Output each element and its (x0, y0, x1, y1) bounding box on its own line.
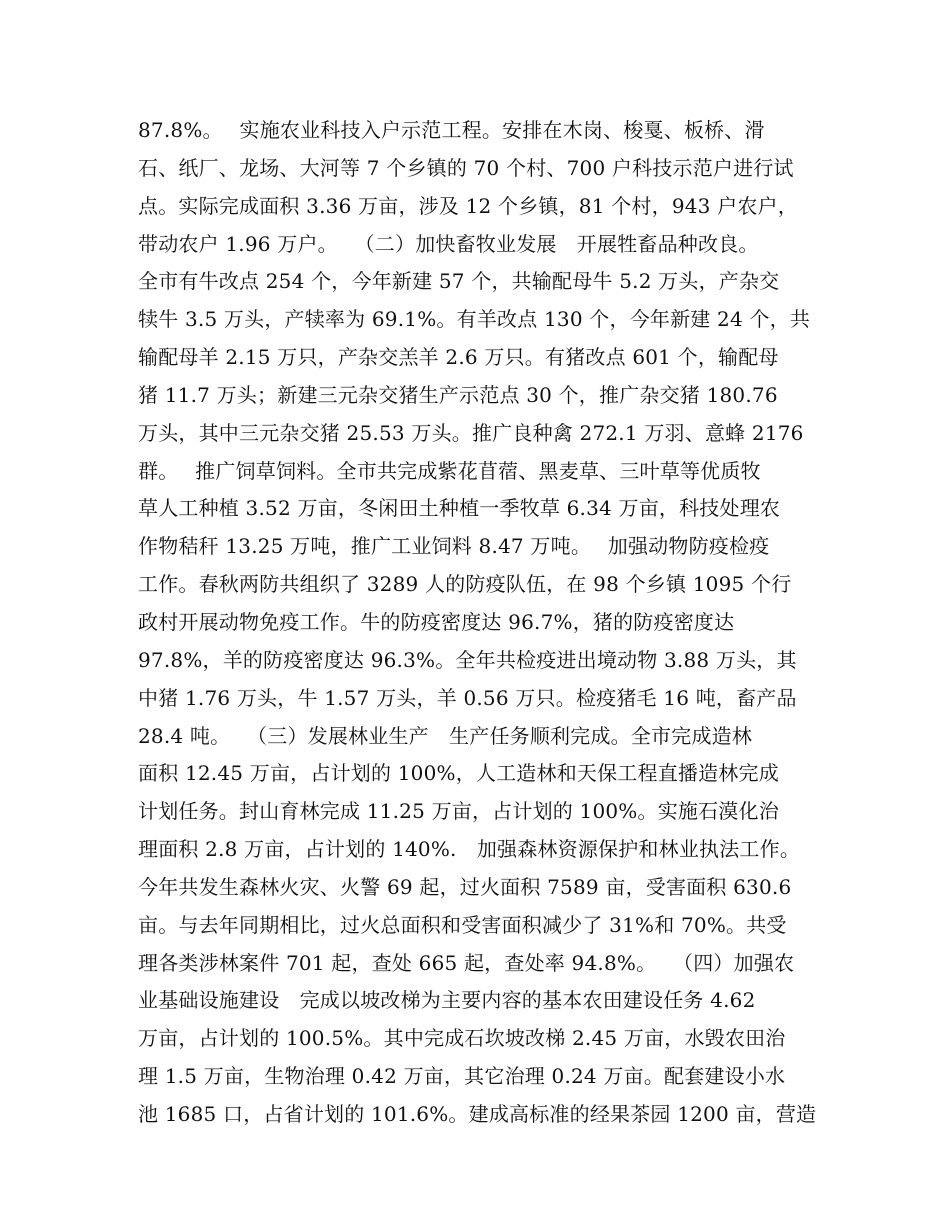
text-line: 石、纸厂、龙场、大河等 7 个乡镇的 70 个村、700 户科技示范户进行试 (138, 155, 794, 180)
text-line: 面积 12.45 万亩，占计划的 100%，人工造林和天保工程直播造林完成 (138, 761, 779, 786)
text-line: 工作。春秋两防共组织了 3289 人的防疫队伍，在 98 个乡镇 1095 个行 (138, 572, 792, 597)
text-line: 输配母羊 2.15 万只，产杂交羔羊 2.6 万只。有猪改点 601 个，输配母 (138, 345, 779, 370)
text-line: 带动农户 1.96 万户。 （二）加快畜牧业发展 开展牲畜品种改良。 (138, 231, 759, 256)
text-line: 犊牛 3.5 万头，产犊率为 69.1%。有羊改点 130 个，今年新建 24 个，共 (138, 307, 811, 332)
text-line: 中猪 1.76 万头，牛 1.57 万头，羊 0.56 万只。检疫猪毛 16 吨，畜产品 (138, 685, 797, 710)
text-line: 97.8%，羊的防疫密度达 96.3%。全年共检疫进出境动物 3.88 万头，其 (138, 647, 797, 672)
text-line: 28.4 吨。 （三）发展林业生产 生产任务顺利完成。全市完成造林 (138, 723, 753, 748)
text-line: 全市有牛改点 254 个，今年新建 57 个，共输配母牛 5.2 万头，产杂交 (138, 269, 780, 294)
text-line: 万亩，占计划的 100.5%。其中完成石坎坡改梯 2.45 万亩，水毁农田治 (138, 1026, 786, 1051)
text-line: 群。 推广饲草饲料。全市共完成紫花苜蓿、黑麦草、三叶草等优质牧 (138, 458, 761, 483)
text-line: 今年共发生森林火灾、火警 69 起，过火面积 7589 亩，受害面积 630.6 (138, 874, 792, 899)
text-line: 池 1685 口，占省计划的 101.6%。建成高标准的经果茶园 1200 亩，营造 (138, 1101, 817, 1126)
text-line: 理 1.5 万亩，生物治理 0.42 万亩，其它治理 0.24 万亩。配套建设小水 (138, 1064, 786, 1089)
text-line: 理面积 2.8 万亩，占计划的 140%. 加强森林资源保护和林业执法工作。 (138, 837, 801, 862)
text-line: 猪 11.7 万头；新建三元杂交猪生产示范点 30 个，推广杂交猪 180.76 (138, 382, 778, 407)
text-line: 87.8%。 实施农业科技入户示范工程。安排在木岗、梭戛、板桥、滑 (138, 118, 765, 142)
text-line: 点。实际完成面积 3.36 万亩，涉及 12 个乡镇，81 个村，943 户农户， (138, 193, 798, 218)
text-line: 作物秸秆 13.25 万吨，推广工业饲料 8.47 万吨。 加强动物防疫检疫 (138, 534, 770, 559)
text-line: 理各类涉林案件 701 起，查处 665 起，查处率 94.8%。 （四）加强农 (138, 950, 795, 975)
text-line: 政村开展动物免疫工作。牛的防疫密度达 96.7%，猪的防疫密度达 (138, 609, 735, 634)
body-text (138, 112, 828, 1134)
text-line: 计划任务。封山育林完成 11.25 万亩，占计划的 100%。实施石漠化治 (138, 799, 779, 824)
text-line: 草人工种植 3.52 万亩，冬闲田土种植一季牧草 6.34 万亩，科技处理农 (138, 496, 781, 521)
text-line: 亩。与去年同期相比，过火总面积和受害面积减少了 31%和 70%。共受 (138, 912, 787, 937)
text-line: 业基础设施建设 完成以坡改梯为主要内容的基本农田建设任务 4.62 (138, 988, 756, 1013)
text-line: 万头，其中三元杂交猪 25.53 万头。推广良种禽 272.1 万羽、意蜂 2176 (138, 420, 804, 445)
